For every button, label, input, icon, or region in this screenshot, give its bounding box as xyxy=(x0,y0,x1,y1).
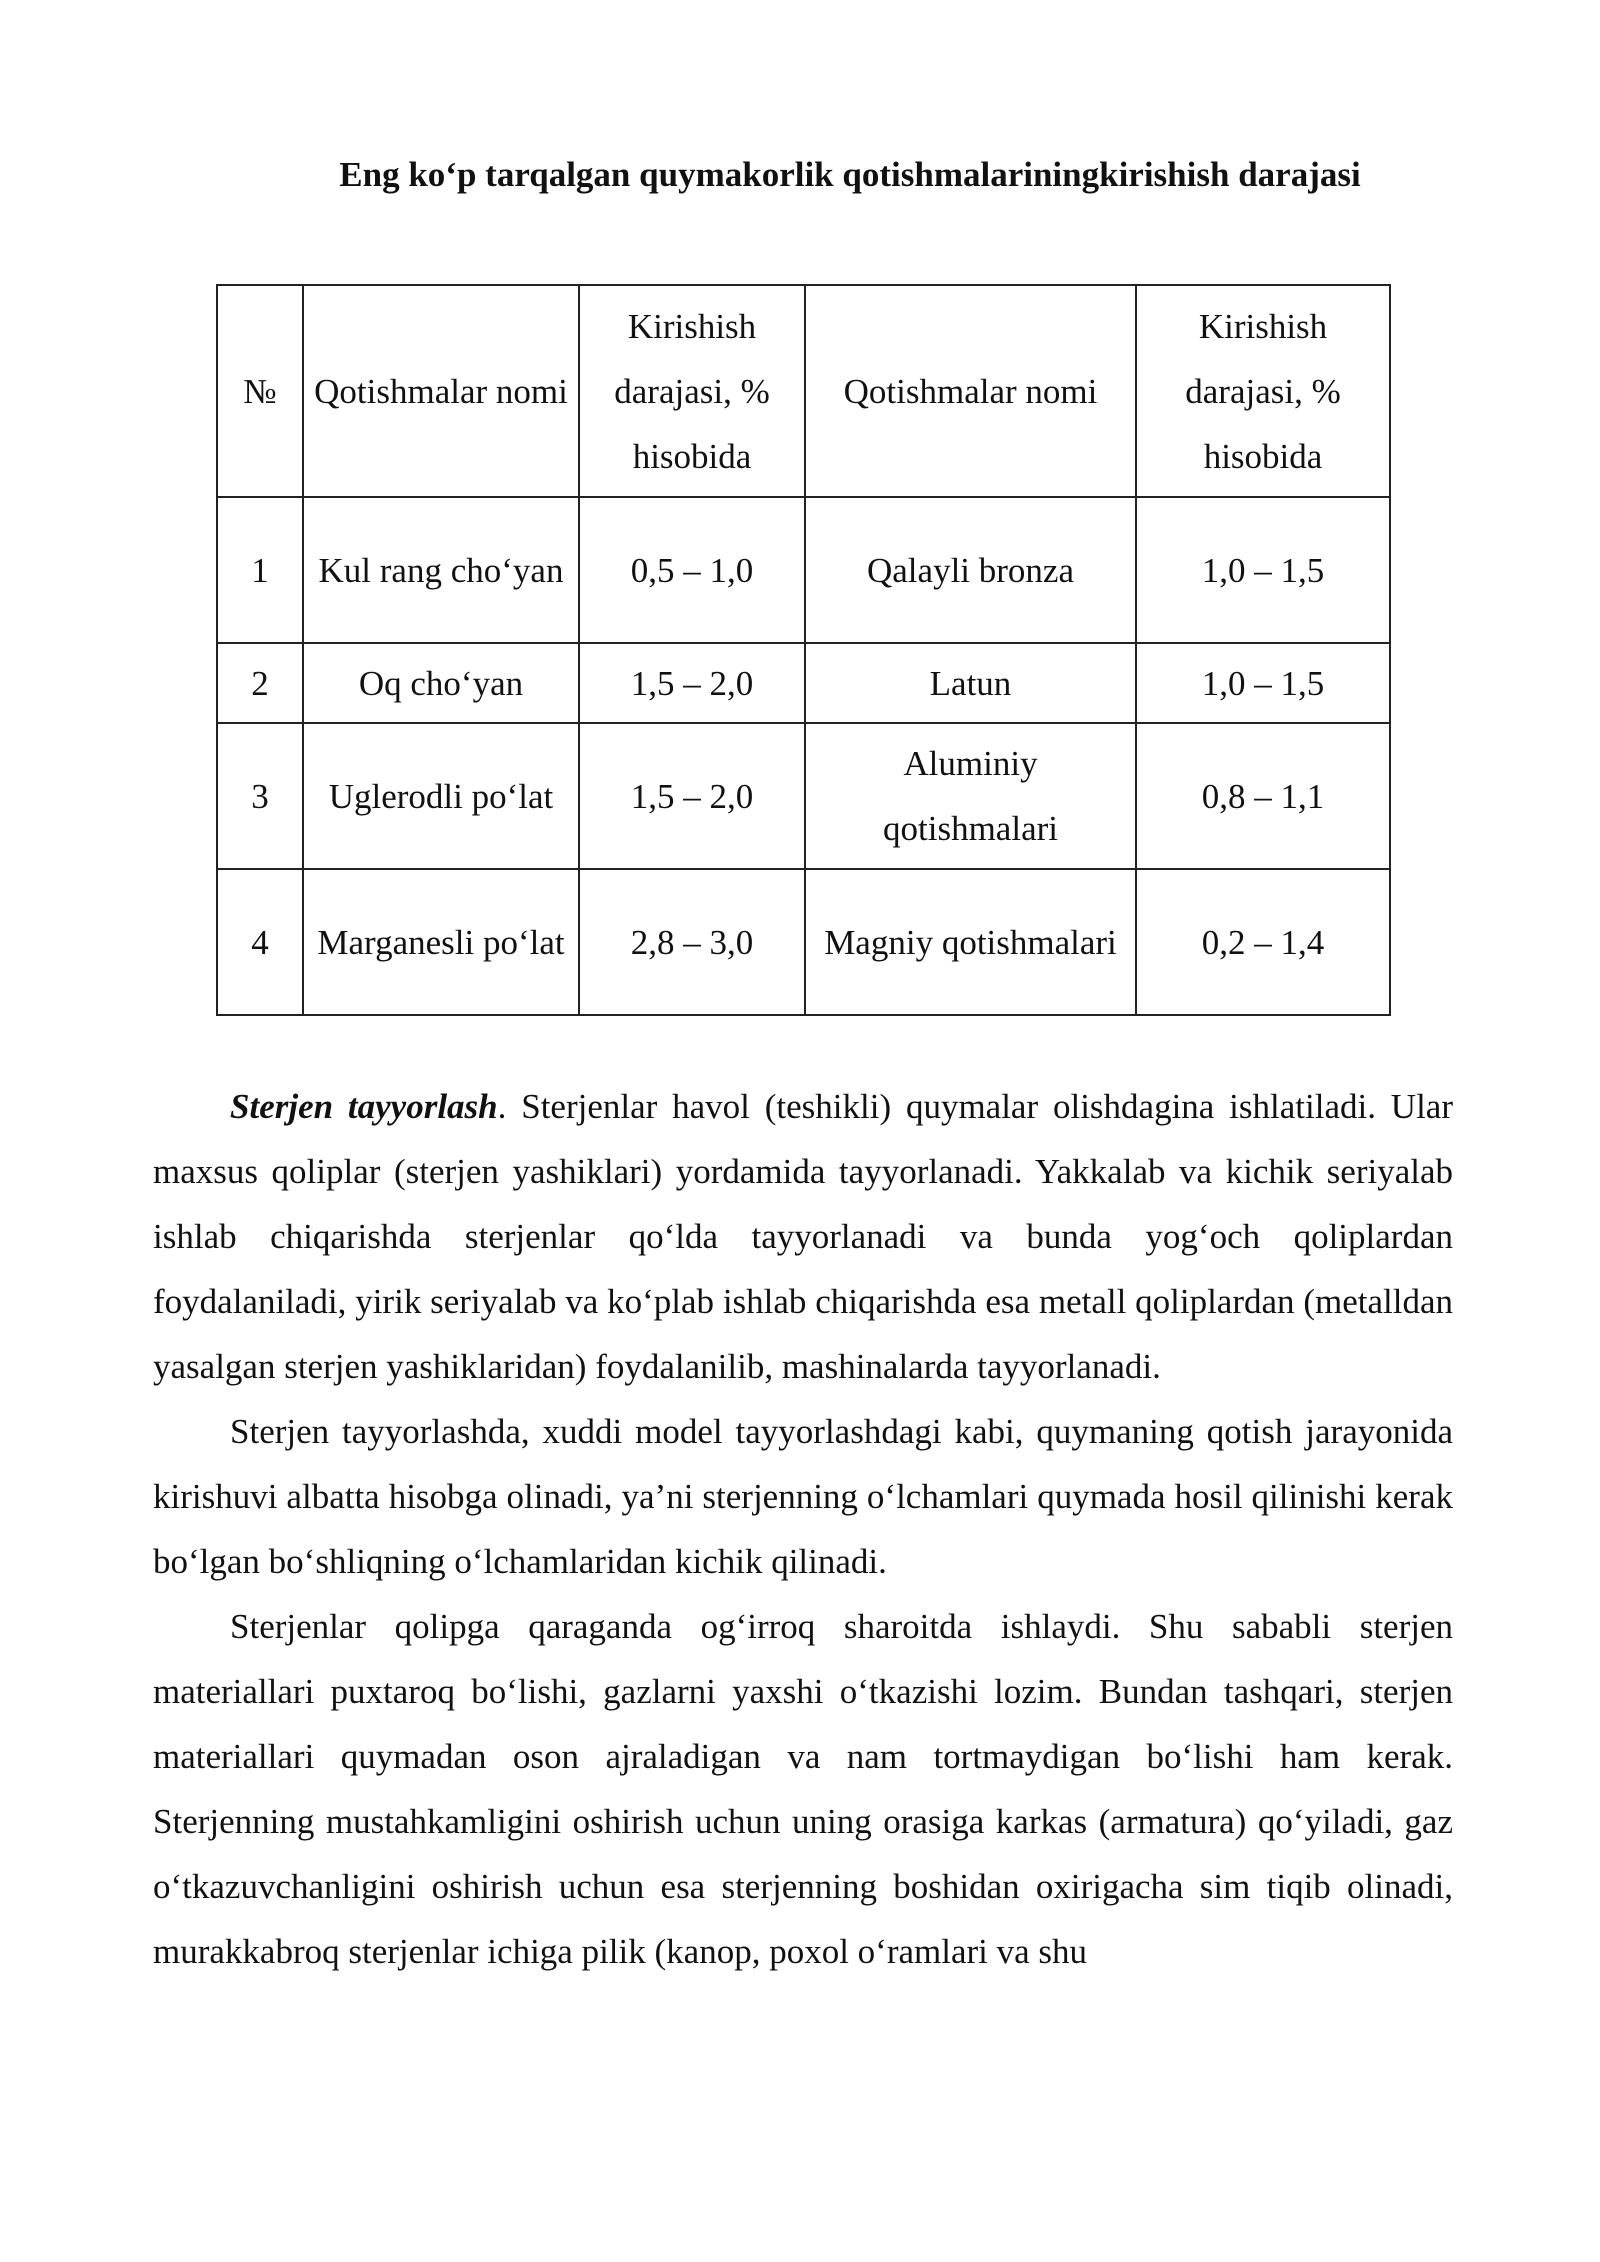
table-cell: 0,5 – 1,0 xyxy=(579,497,805,643)
table-row xyxy=(217,869,1390,1015)
table-cell: Qalayli bronza xyxy=(805,497,1136,643)
table-header-row xyxy=(217,285,1390,497)
table-header-cell: Qotishmalar nomi xyxy=(805,285,1136,497)
table-cell: Kul rang cho‘yan xyxy=(303,497,579,643)
paragraph: Sterjenlar qolipga qaraganda og‘irroq sharoitda ishlaydi. Shu sababli sterjen materiallari puxtaroq bo‘lishi, gazlarni yaxshi o‘tkazishi lozim. Bundan tashqari, sterjen materiallari quymadan oson ajraladigan va nam tortmaydigan bo‘lishi ham kerak. Sterjenning mustahkamligini oshirish uchun uning orasiga karkas (armatura) qo‘yiladi, gaz o‘tkazuvchanligini oshirish uchun esa sterjenning boshidan oxirigacha sim tiqib olinadi, murakkabroq sterjenlar ichiga pilik (kanop, poxol o‘ramlari va shu xyxy=(153,1607,1453,1971)
table-header-cell: Kirishish darajasi, % hisobida xyxy=(1136,285,1390,497)
table-row xyxy=(217,497,1390,643)
table-cell: 2,8 – 3,0 xyxy=(579,869,805,1015)
paragraph: Sterjen tayyorlashda, xuddi model tayyorlashdagi kabi, quymaning qotish jarayonida kirishuvi albatta hisobga olinadi, ya’ni sterjenning o‘lchamlari quymada hosil qilinishi kerak bo‘lgan bo‘shliqning o‘lchamlaridan kichik qilinadi. xyxy=(153,1412,1453,1581)
table-cell: 1,0 – 1,5 xyxy=(1136,497,1390,643)
table-cell: Oq cho‘yan xyxy=(303,643,579,723)
paragraph-lead: Sterjen tayyorlash xyxy=(230,1087,498,1126)
shrinkage-table xyxy=(216,284,1391,1016)
document-title: Eng ko‘p tarqalgan quymakorlik qotishmalariningkirishish darajasi xyxy=(339,155,1361,194)
table-header-cell: Qotishmalar nomi xyxy=(303,285,579,497)
table-row xyxy=(217,643,1390,723)
paragraph-text: . Sterjenlar havol (teshikli) quymalar olishdagina ishlatiladi. Ular maxsus qoliplar (sterjen yashiklari) yordamida tayyorlanadi. Yakkalab va kichik seriyalab ishlab chiqarishda sterjenlar qo‘lda tayyorlanadi va bunda yog‘och qoliplardan foydalaniladi, yirik seriyalab va ko‘plab ishlab chiqarishda esa metall qoliplardan (metalldan yasalgan sterjen yashiklaridan) foydalanilib, mashinalarda tayyorlanadi. xyxy=(153,1087,1453,1386)
table-row xyxy=(217,723,1390,869)
table-cell: Uglerodli po‘lat xyxy=(303,723,579,869)
table-cell: Magniy qotishmalari xyxy=(805,869,1136,1015)
table-cell: Latun xyxy=(805,643,1136,723)
table-cell: 1,5 – 2,0 xyxy=(579,723,805,869)
table-cell: 4 xyxy=(217,869,303,1015)
table-cell: 0,2 – 1,4 xyxy=(1136,869,1390,1015)
body-text xyxy=(153,1074,1453,1984)
table-header-cell: Kirishish darajasi, % hisobida xyxy=(579,285,805,497)
paragraph xyxy=(153,1074,1453,1399)
table-cell: 3 xyxy=(217,723,303,869)
table-cell: 1,0 – 1,5 xyxy=(1136,643,1390,723)
table-cell: 1 xyxy=(217,497,303,643)
table-cell: 2 xyxy=(217,643,303,723)
table-header-cell: № xyxy=(217,285,303,497)
table-cell: 1,5 – 2,0 xyxy=(579,643,805,723)
table-cell: 0,8 – 1,1 xyxy=(1136,723,1390,869)
table-cell: Marganesli po‘lat xyxy=(303,869,579,1015)
table-cell: Aluminiy qotishmalari xyxy=(805,723,1136,869)
